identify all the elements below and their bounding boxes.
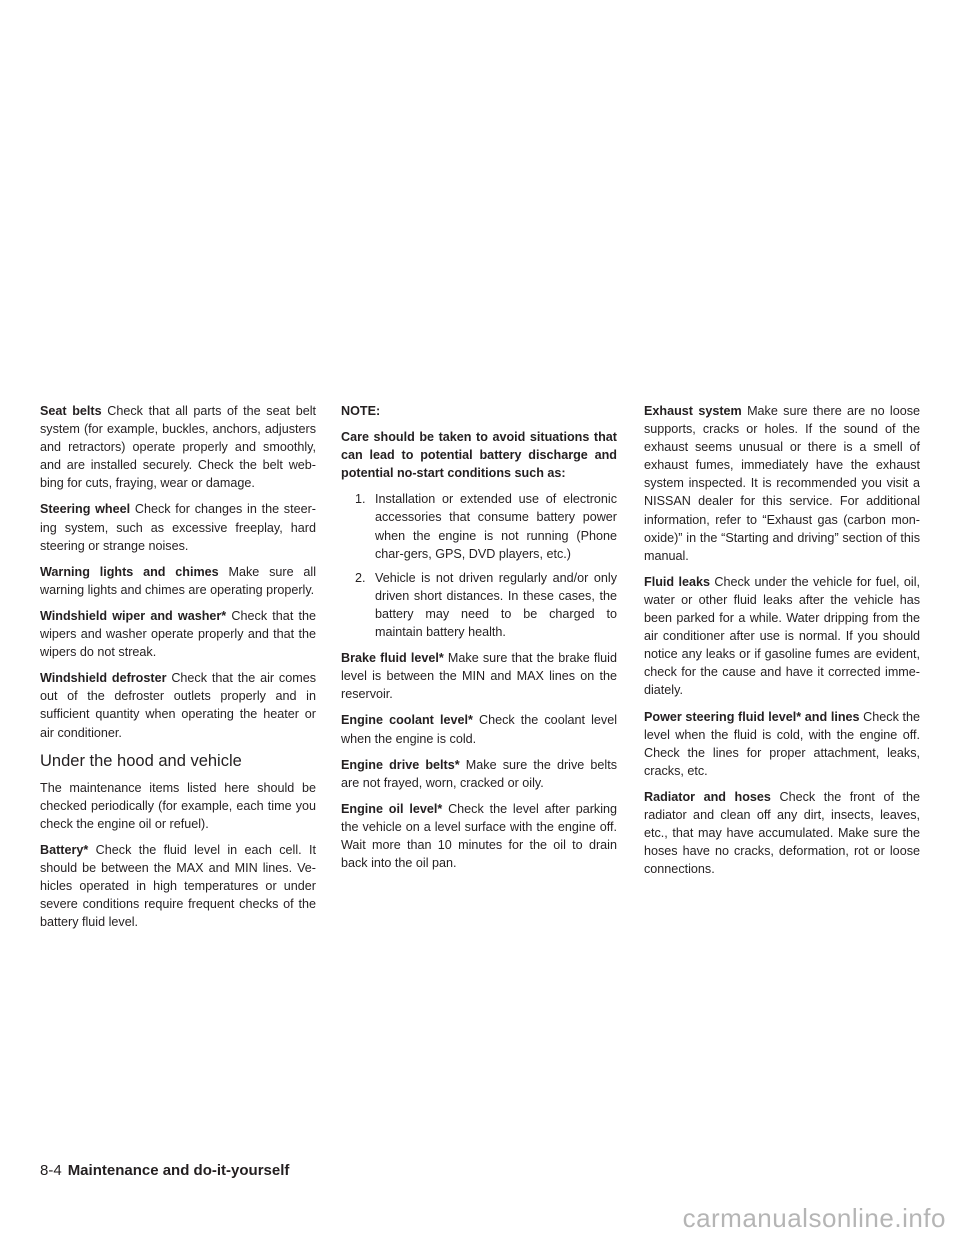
item-text: Check the coolant level when the engine is cold. <box>341 713 618 746</box>
item-term: Fluid leaks <box>644 574 710 589</box>
item-term: Warning lights and chimes <box>40 564 219 579</box>
item-text: Check the level after parking the vehicle on a level surface with the engine off. Wait more than 10 minutes for the oil to drain back into the oil pan. <box>341 801 617 871</box>
item-term: Engine drive belts* <box>341 757 460 772</box>
item-text: Check that the air comes out of the defroster outlets properly and in sufficient quantity when operating the heater or air conditioner. <box>40 671 316 740</box>
item-term: Steering wheel <box>40 502 131 517</box>
item-coolant <box>341 711 617 747</box>
item-text: Check under the vehicle for fuel, oil, water or other fluid leaks after the vehicle has been parked for a while. Water dripping from the air conditioner after use is normal. If you should notice any leaks or if gasoline fumes are evident, check for the cause and have it corrected imme-diately. <box>644 574 921 698</box>
item-text: Check the level when the fluid is cold, with the engine off. Check the lines for proper attachment, leaks, cracks, etc. <box>644 709 921 778</box>
column-left <box>40 402 316 939</box>
page-footer <box>40 1162 289 1179</box>
watermark: carmanualsonline.info <box>682 1203 946 1233</box>
item-text: Check for changes in the steer-ing system, such as excessive freeplay, hard steering or strange noises. <box>40 502 317 553</box>
item-text: Check that the wipers and washer operate properly and that the wipers do not streak. <box>40 608 317 660</box>
item-text: Make sure the drive belts are not frayed, worn, cracked or oily. <box>341 757 618 790</box>
item-term: Seat belts <box>40 404 102 418</box>
item-power-steering <box>644 708 920 780</box>
item-term: Exhaust system <box>644 404 742 418</box>
column-middle <box>341 402 617 880</box>
item-wiper-washer <box>40 607 316 661</box>
item-term: Windshield defroster <box>40 671 167 686</box>
section-intro: The maintenance items listed here should be checked periodically (for example, each time you check the engine oil or refuel). <box>40 780 316 831</box>
item-term: Battery* <box>40 842 89 857</box>
column-right <box>644 402 920 886</box>
item-text: Check the front of the radiator and clean off any dirt, insects, leaves, etc., that may have accumulated. Make sure the hoses have no cracks, deformation, rot or loose connections. <box>644 789 920 877</box>
item-drive-belts <box>341 756 617 792</box>
item-seat-belts <box>40 402 316 492</box>
item-radiator <box>644 788 920 878</box>
item-term: Power steering fluid level* and lines <box>644 709 860 724</box>
item-defroster <box>40 669 316 741</box>
item-fluid-leaks <box>644 573 920 700</box>
item-term: Engine coolant level* <box>341 713 473 728</box>
list-number: 2. <box>355 570 366 585</box>
note-title: NOTE: <box>341 404 381 418</box>
item-brake-fluid <box>341 649 617 703</box>
item-steering-wheel <box>40 500 316 554</box>
note-lead: Care should be taken to avoid situations that can lead to potential battery discharge and potential no-start conditions such as: <box>341 430 617 481</box>
item-text: Make sure all warning lights and chimes are operating properly. <box>40 564 316 597</box>
list-text: Vehicle is not driven regularly and/or only driven short distances. In these cases, the battery may need to be charged to maintain battery health. <box>375 570 617 640</box>
item-term: Brake fluid level* <box>341 651 444 666</box>
list-text: Installation or extended use of electronic accessories that consume battery power when the engine is not running (Phone char-gers, GPS, DVD players, etc.) <box>375 492 617 561</box>
item-engine-oil <box>341 800 617 872</box>
item-text: Check that all parts of the seat belt system (for example, buckles, anchors, adjusters and retractors) operate properly and smoothly, and are installed securely. Check the belt web-bing for cuts, fraying, wear or damage. <box>40 404 317 491</box>
list-item <box>341 569 617 641</box>
item-text: Check the fluid level in each cell. It should be between the MAX and MIN lines. Ve-hicles operated in high temperatures or under severe conditions require frequent checks of the battery fluid level. <box>40 842 316 930</box>
note-list <box>341 490 617 641</box>
item-battery <box>40 841 316 931</box>
item-term: Radiator and hoses <box>644 789 771 804</box>
page-number: 8-4 <box>40 1162 62 1179</box>
item-warning-lights <box>40 563 316 599</box>
list-item <box>341 490 617 562</box>
item-term: Windshield wiper and washer* <box>40 608 227 623</box>
item-text: Make sure there are no loose supports, cracks or holes. If the sound of the exhaust seems unusual or there is a smell of exhaust fumes, immediately have the exhaust system inspected. It is recommended you visit a NISSAN dealer for this service. For additional information, refer to “Exhaust gas (carbon mon-oxide)” in the “Starting and driving” section of this manual. <box>644 404 921 563</box>
list-number: 1. <box>355 492 366 507</box>
item-text: Make sure that the brake fluid level is between the MIN and MAX lines on the reservoir. <box>341 651 617 702</box>
section-heading: Under the hood and vehicle <box>40 751 242 770</box>
item-term: Engine oil level* <box>341 801 443 816</box>
footer-section-title: Maintenance and do-it-yourself <box>67 1162 290 1179</box>
item-exhaust <box>644 402 920 565</box>
